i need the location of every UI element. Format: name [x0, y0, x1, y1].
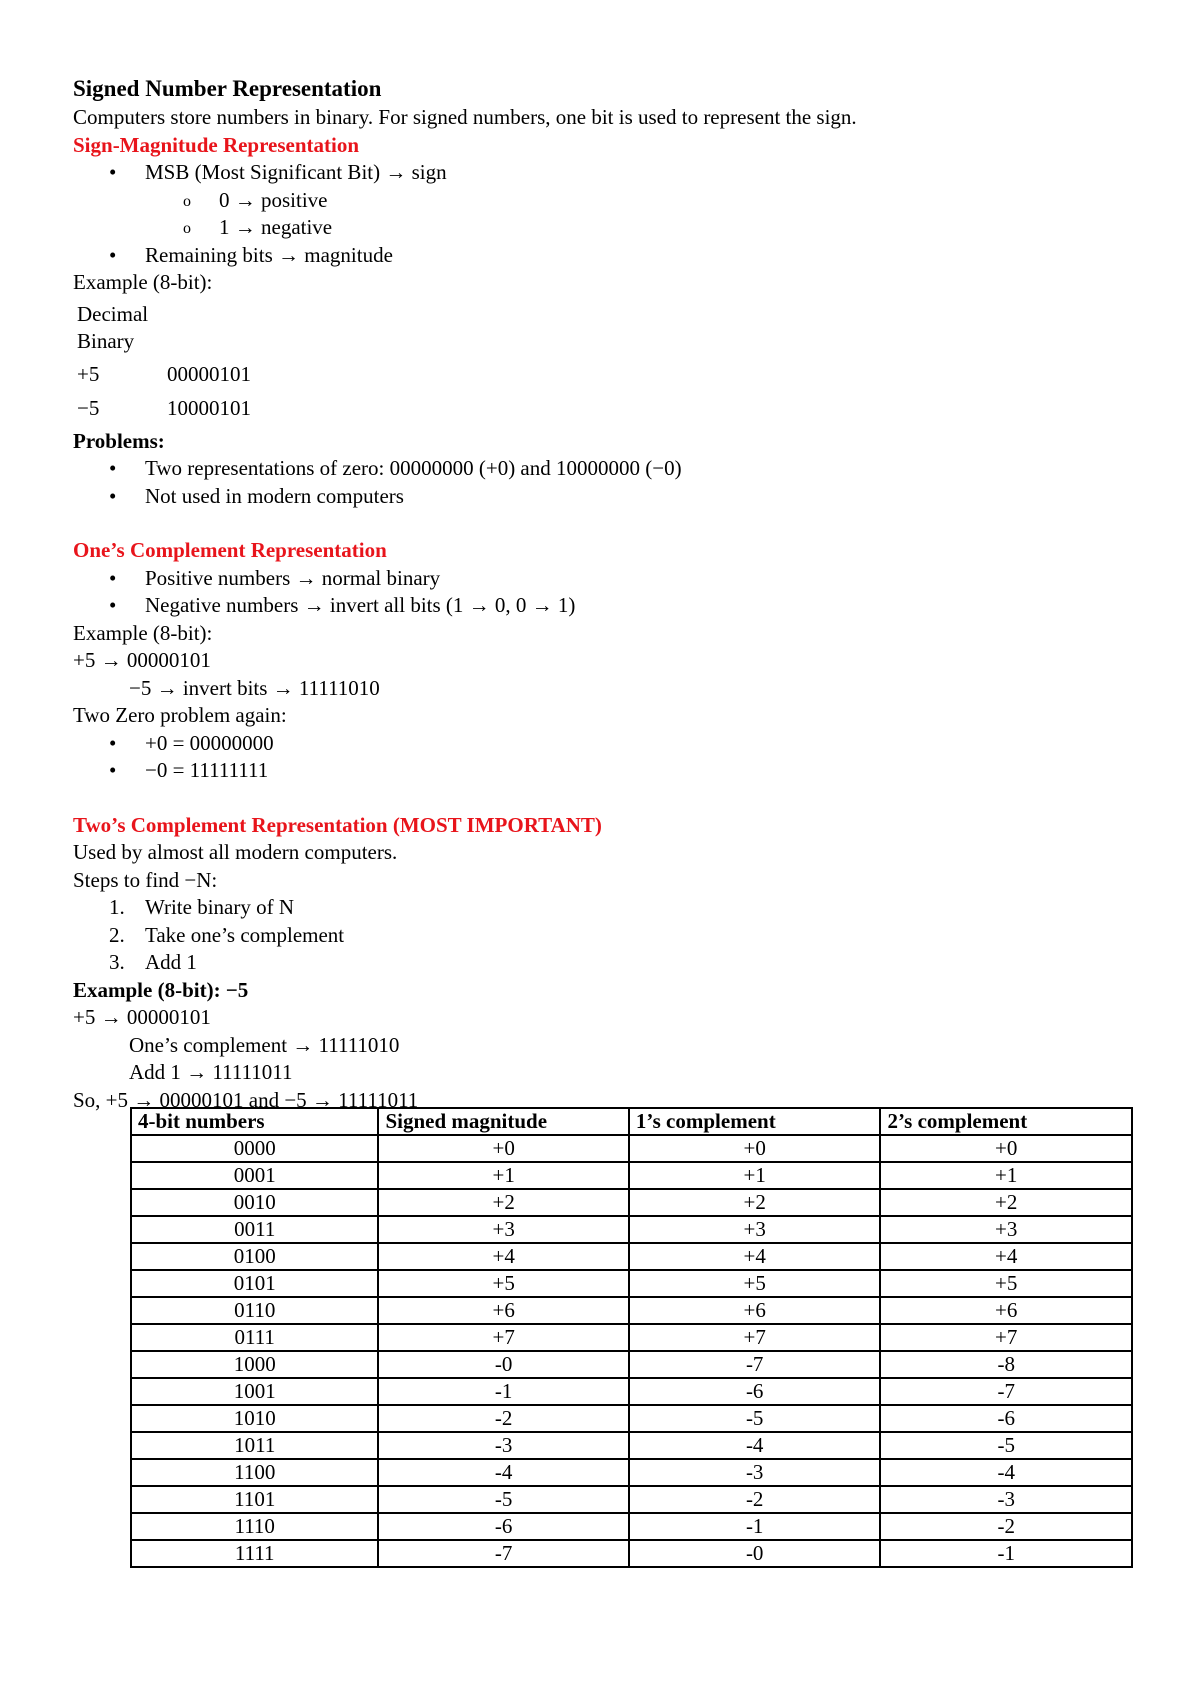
table-cell: -2: [629, 1486, 881, 1513]
table-cell: -2: [378, 1405, 628, 1432]
example-label: Example (8-bit):: [73, 620, 213, 645]
table-cell: -5: [880, 1432, 1132, 1459]
zero-list: [73, 730, 1133, 785]
table-cell: -4: [880, 1459, 1132, 1486]
table-row: [131, 1243, 1132, 1270]
sign-magnitude-list: [73, 159, 1133, 269]
document-body: [73, 74, 1133, 1114]
table-cell: −5: [77, 395, 100, 420]
table-cell: 0000: [131, 1135, 378, 1162]
example-line: +5 → 00000101: [73, 1005, 211, 1029]
table-cell: -1: [629, 1513, 881, 1540]
list-item-text: Positive numbers → normal binary: [145, 565, 441, 590]
table-cell: -2: [880, 1513, 1132, 1540]
list-item-text: Two representations of zero: 00000000 (+0) and 10000000 (−0): [145, 456, 682, 480]
zero-problem-label: Two Zero problem again:: [73, 703, 287, 727]
list-item: [73, 949, 1133, 977]
table-cell: +2: [629, 1189, 881, 1216]
table-cell: -3: [378, 1432, 628, 1459]
table-row: [131, 1270, 1132, 1297]
table-cell: 00000101: [167, 361, 251, 386]
example-line: −5 → invert bits → 11111010: [129, 675, 380, 700]
table-cell: [167, 299, 251, 358]
table-cell: +6: [629, 1297, 881, 1324]
table-cell: +4: [378, 1243, 628, 1270]
list-item: [73, 565, 1133, 593]
list-item: [73, 592, 1133, 620]
table-cell: -8: [880, 1351, 1132, 1378]
table-row: [131, 1297, 1132, 1324]
table-cell: -6: [880, 1405, 1132, 1432]
table-cell: -0: [378, 1351, 628, 1378]
example-label: Example (8-bit): −5: [73, 977, 249, 1002]
twos-complement-heading: Two’s Complement Representation (MOST IMPORTANT): [73, 812, 602, 837]
table-cell: +4: [629, 1243, 881, 1270]
list-item-text: Remaining bits → magnitude: [145, 242, 393, 267]
bullet-icon: •: [109, 160, 117, 184]
table-cell: 0110: [131, 1297, 378, 1324]
circle-bullet-icon: o: [183, 220, 191, 237]
table-cell: +4: [880, 1243, 1132, 1270]
table-cell: +5: [629, 1270, 881, 1297]
table-cell: -7: [378, 1540, 628, 1567]
list-item-text: 0 → positive: [219, 187, 328, 212]
table-cell: -6: [378, 1513, 628, 1540]
problems-list: [73, 455, 1133, 510]
table-header-cell: 2’s complement: [880, 1108, 1132, 1135]
table-row: [131, 1513, 1132, 1540]
table-cell: 1100: [131, 1459, 378, 1486]
table-cell: 0001: [131, 1162, 378, 1189]
table-header-cell: 4-bit numbers: [131, 1108, 378, 1135]
table-row: [131, 1486, 1132, 1513]
table-cell: +6: [880, 1297, 1132, 1324]
usage-text: Used by almost all modern computers.: [73, 840, 398, 864]
table-row: [131, 1135, 1132, 1162]
steps-label: Steps to find −N:: [73, 867, 218, 892]
table-cell: +0: [378, 1135, 628, 1162]
summary-line: So, +5 → 00000101 and −5 → 11111011: [73, 1087, 419, 1112]
table-row: [131, 1459, 1132, 1486]
table-row: [131, 1540, 1132, 1567]
spacer: [73, 785, 1133, 812]
list-item: [73, 757, 1133, 785]
table-cell: +3: [629, 1216, 881, 1243]
list-item-text: 1 → negative: [219, 215, 333, 239]
table-cell: +2: [880, 1189, 1132, 1216]
list-item-text: +0 = 00000000: [145, 730, 274, 755]
example-line: Add 1 → 11111011: [129, 1060, 293, 1084]
table-cell: -4: [378, 1459, 628, 1486]
table-cell: -3: [880, 1486, 1132, 1513]
table-header-cell: 1’s complement: [629, 1108, 881, 1135]
intro-text: Computers store numbers in binary. For signed numbers, one bit is used to represent the sign.: [73, 105, 857, 129]
table-cell: -7: [629, 1351, 881, 1378]
list-item: [73, 214, 1133, 242]
table-cell: -1: [880, 1540, 1132, 1567]
list-item: [73, 159, 1133, 187]
table-cell: +7: [629, 1324, 881, 1351]
table-cell: +0: [880, 1135, 1132, 1162]
step-number: 3.: [109, 950, 125, 974]
bullet-icon: •: [109, 593, 117, 617]
table-cell: -6: [629, 1378, 881, 1405]
list-item: [73, 187, 1133, 215]
table-cell: +7: [378, 1324, 628, 1351]
step-number: 1.: [109, 895, 125, 919]
table-cell: -3: [629, 1459, 881, 1486]
table-cell: +3: [378, 1216, 628, 1243]
bullet-icon: •: [109, 242, 117, 267]
table-cell: 0011: [131, 1216, 378, 1243]
list-item: [73, 730, 1133, 758]
ones-complement-heading: One’s Complement Representation: [73, 538, 387, 562]
comparison-table: [130, 1107, 1133, 1568]
bullet-icon: •: [109, 730, 117, 755]
table-cell: +1: [880, 1162, 1132, 1189]
table-header-cell: Signed magnitude: [378, 1108, 628, 1135]
circle-bullet-icon: o: [183, 192, 191, 210]
table-row: [77, 358, 251, 392]
list-item: [73, 242, 1133, 270]
table-cell: 1010: [131, 1405, 378, 1432]
bullet-icon: •: [109, 483, 117, 508]
bullet-icon: •: [109, 758, 117, 782]
table-cell: +5: [77, 361, 100, 386]
table-row: [77, 392, 251, 426]
list-item-text: Not used in modern computers: [145, 483, 404, 508]
table-header-row: [131, 1108, 1132, 1135]
ones-complement-list: [73, 565, 1133, 620]
table-header-cell: Decimal Binary: [77, 301, 149, 353]
table-row: [131, 1351, 1132, 1378]
table-row: [131, 1432, 1132, 1459]
list-item: [73, 894, 1133, 922]
example-line: One’s complement → 11111010: [129, 1032, 400, 1057]
table-cell: +1: [378, 1162, 628, 1189]
spacer: [73, 510, 1133, 537]
table-row: [131, 1324, 1132, 1351]
table-cell: -0: [629, 1540, 881, 1567]
example-line: +5 → 00000101: [73, 648, 211, 672]
list-item-text: MSB (Most Significant Bit) → sign: [145, 160, 447, 184]
table-cell: 10000101: [167, 395, 251, 420]
list-item: [73, 455, 1133, 483]
table-cell: 1001: [131, 1378, 378, 1405]
list-item: [73, 483, 1133, 511]
table-cell: 1000: [131, 1351, 378, 1378]
table-cell: +0: [629, 1135, 881, 1162]
table-row: [77, 299, 251, 358]
table-cell: +5: [378, 1270, 628, 1297]
page-title: Signed Number Representation: [73, 76, 382, 101]
list-item-text: Negative numbers → invert all bits (1 → 0, 0 → 1): [145, 593, 576, 617]
bullet-icon: •: [109, 456, 117, 480]
table-cell: -5: [378, 1486, 628, 1513]
table-cell: 0100: [131, 1243, 378, 1270]
table-cell: 1101: [131, 1486, 378, 1513]
problems-label: Problems:: [73, 428, 165, 453]
table-cell: -1: [378, 1378, 628, 1405]
table-cell: -5: [629, 1405, 881, 1432]
table-cell: 0111: [131, 1324, 378, 1351]
table-cell: +2: [378, 1189, 628, 1216]
table-cell: 1111: [131, 1540, 378, 1567]
table-cell: +1: [629, 1162, 881, 1189]
bullet-icon: •: [109, 565, 117, 590]
table-row: [131, 1162, 1132, 1189]
table-cell: 1110: [131, 1513, 378, 1540]
list-item-text: Take one’s complement: [145, 922, 345, 947]
table-body: [131, 1135, 1132, 1567]
step-number: 2.: [109, 922, 125, 947]
table-cell: +3: [880, 1216, 1132, 1243]
table-cell: +5: [880, 1270, 1132, 1297]
table-cell: -4: [629, 1432, 881, 1459]
table-cell: 0010: [131, 1189, 378, 1216]
steps-list: [73, 894, 1133, 977]
table-row: [131, 1378, 1132, 1405]
table-row: [131, 1189, 1132, 1216]
table-cell: 0101: [131, 1270, 378, 1297]
list-item-text: Write binary of N: [145, 895, 295, 919]
table-cell: -7: [880, 1378, 1132, 1405]
list-item-text: −0 = 11111111: [145, 758, 269, 782]
list-item-text: Add 1: [145, 950, 197, 974]
example-label: Example (8-bit):: [73, 270, 213, 294]
sign-magnitude-heading: Sign-Magnitude Representation: [73, 132, 360, 157]
table-cell: +7: [880, 1324, 1132, 1351]
list-item: [73, 922, 1133, 950]
example-table: [77, 299, 251, 426]
table-row: [131, 1405, 1132, 1432]
table-cell: 1011: [131, 1432, 378, 1459]
table-cell: +6: [378, 1297, 628, 1324]
table-row: [131, 1216, 1132, 1243]
